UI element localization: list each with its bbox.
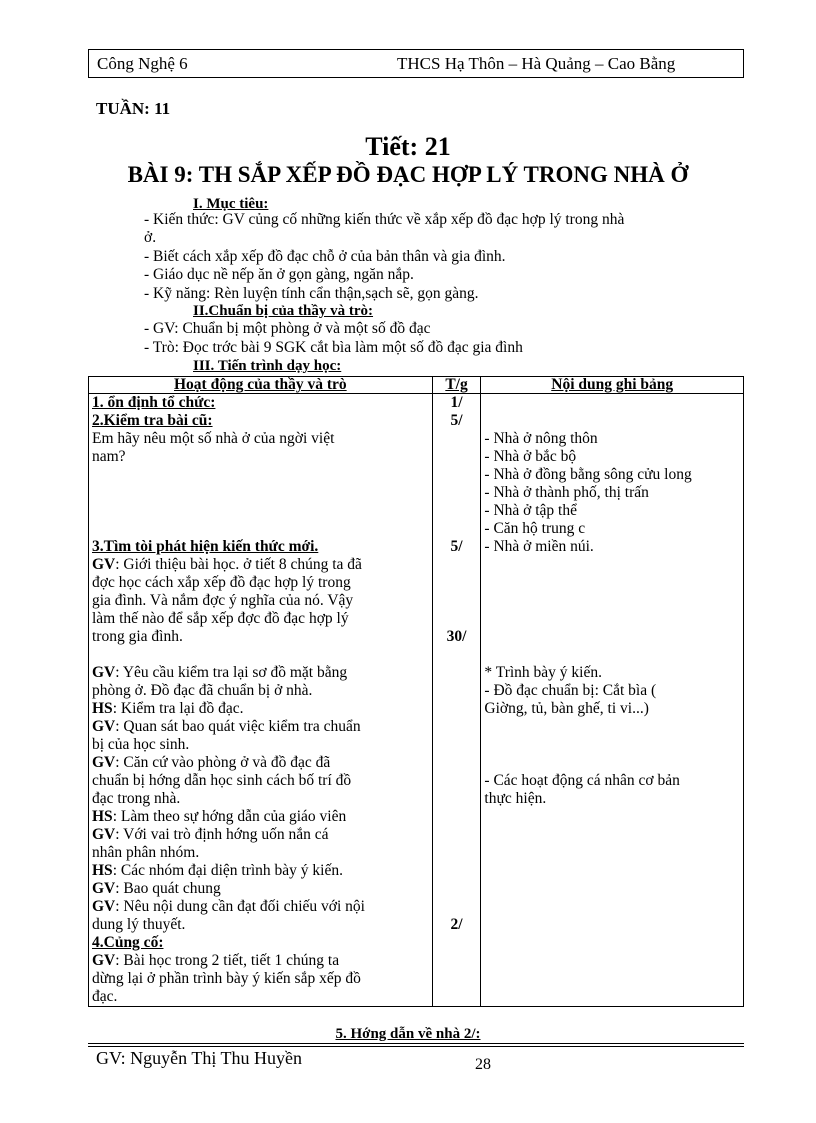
house-type: - Nhà ở bắc bộ [484,448,577,465]
activity-text: bị của học sinh. [92,736,190,753]
activity-text: : Quan sát bao quát việc kiểm tra chuẩn [115,718,361,735]
lesson-title: BÀI 9: TH SẮP XẾP ĐỒ ĐẠC HỢP LÝ TRONG NHÀ Ở [127,162,689,187]
header-content: Nội dung ghi bảng [481,377,744,394]
header-school: THCS Hạ Thôn – Hà Quảng – Cao Bằng [397,54,676,73]
activity-text: làm thế nào để sắp xếp đợc đồ đạc hợp lý [92,610,349,627]
content-cell [481,394,744,1007]
time-value: 5/ [450,412,463,429]
week-label: TUẦN: 11 [96,99,171,118]
house-type: - Căn hộ trung c [484,520,586,537]
role-tag: HS [92,700,113,717]
role-tag: GV [92,898,116,915]
objective-line: - Kiến thức: GV củng cố những kiến thức về xắp xếp đồ đạc hợp lý trong nhà [144,211,625,228]
header-subject: Công Nghệ 6 [97,54,188,73]
review-question: Em hãy nêu một số nhà ở của ngời việt [92,430,335,447]
preparation-line: - Trò: Đọc trớc bài 9 SGK cắt bìa làm một số đồ đạc gia đình [144,339,523,356]
role-tag: GV [92,952,116,969]
activity-text: : Kiểm tra lại đồ đạc. [112,700,244,717]
preparation-title: II.Chuẩn bị của thầy và trò: [193,303,374,319]
time-value: 2/ [450,916,463,933]
house-type: - Nhà ở miền núi. [484,538,594,555]
objective-line: ở. [144,229,157,246]
activity-text: : Căn cứ vào phòng ở và đồ đạc đã [115,754,331,771]
step-review: 2.Kiểm tra bài cũ: [92,412,213,429]
activity-text: trong gia đình. [92,628,183,645]
objectives-title: I. Mục tiêu: [193,196,269,212]
activity-text: gia đình. Và nắm đợc ý nghĩa của nó. Vậy [92,592,354,609]
page-header [88,49,744,78]
activity-text: : Nêu nội dung cần đạt đối chiếu với nội [115,898,365,915]
activities-cell [89,394,433,1007]
note-line: - Các hoạt động cá nhân cơ bản [484,772,680,789]
house-type: - Nhà ở tập thể [484,502,577,519]
header-activities: Hoạt động của thầy và trò [89,377,433,394]
time-value: 1/ [450,394,463,411]
role-tag: GV [92,826,116,843]
activity-text: : Làm theo sự hớng dẫn của giáo viên [112,808,347,825]
step-consolidate: 4.Củng cố: [92,934,164,951]
role-tag: HS [92,808,113,825]
house-type: - Nhà ở nông thôn [484,430,598,447]
role-tag: HS [92,862,113,879]
objective-line: - Biết cách xắp xếp đồ đạc chỗ ở của bản thân và gia đình. [144,248,506,265]
activity-text: chuẩn bị hớng dẫn học sinh cách bố trí đồ [92,772,352,789]
activity-text: phòng ở. Đồ đạc đã chuẩn bị ở nhà. [92,682,313,699]
activity-text: : Bao quát chung [115,880,221,897]
activity-text: : Với vai trò định hớng uốn nắn cá [115,826,329,843]
period-title: Tiết: 21 [365,132,451,161]
header-time: T/g [432,377,481,394]
time-value: 30/ [446,628,467,645]
lesson-table [88,376,744,1007]
step-new-knowledge: 3.Tìm tòi phát hiện kiến thức mới. [92,538,319,555]
house-type: - Nhà ở đồng bằng sông cửu long [484,466,692,483]
objective-line: - Giáo dục nề nếp ăn ở gọn gàng, ngăn nắp. [144,266,414,283]
activity-text: dừng lại ở phần trình bày ý kiến sắp xếp đồ [92,970,361,987]
review-question: nam? [92,448,126,465]
objective-line: - Kỹ năng: Rèn luyện tính cẩn thận,sạch sẽ, gọn gàng. [144,285,479,302]
activity-text: đạc trong nhà. [92,790,181,807]
note-line: * Trình bày ý kiến. [484,664,602,681]
note-line: Giờng, tủ, bàn ghế, ti vi...) [484,700,649,717]
activity-text: nhân phân nhóm. [92,844,200,861]
activity-text: : Giới thiệu bài học. ở tiết 8 chúng ta đã [115,556,362,573]
role-tag: GV [92,556,116,573]
activity-text: : Bài học trong 2 tiết, tiết 1 chúng ta [115,952,340,969]
house-type: - Nhà ở thành phố, thị trấn [484,484,649,501]
footer-rule [88,1046,744,1047]
page-number: 28 [475,1056,491,1073]
role-tag: GV [92,718,116,735]
teacher-name: GV: Nguyễn Thị Thu Huyền [96,1048,302,1068]
step-organize: 1. ổn định tổ chức: [92,394,216,411]
footer-rule [88,1043,744,1044]
note-line: thực hiện. [484,790,547,807]
process-title: III. Tiến trình dạy học: [193,358,342,374]
homework-title: 5. Hớng dẫn về nhà 2/: [335,1026,481,1042]
activity-text: : Yêu cầu kiểm tra lại sơ đồ mặt bằng [115,664,348,681]
note-line: - Đồ đạc chuẩn bị: Cắt bìa ( [484,682,657,699]
activity-text: dung lý thuyết. [92,916,186,933]
preparation-line: - GV: Chuẩn bị một phòng ở và một số đồ đạc [144,320,431,337]
activity-text: đạc. [92,988,118,1005]
role-tag: GV [92,880,116,897]
activity-text: đợc học cách xắp xếp đồ đạc hợp lý trong [92,574,351,591]
activity-text: : Các nhóm đại diện trình bày ý kiến. [112,862,343,879]
role-tag: GV [92,754,116,771]
time-value: 5/ [450,538,463,555]
time-cell [432,394,481,1007]
role-tag: GV [92,664,116,681]
